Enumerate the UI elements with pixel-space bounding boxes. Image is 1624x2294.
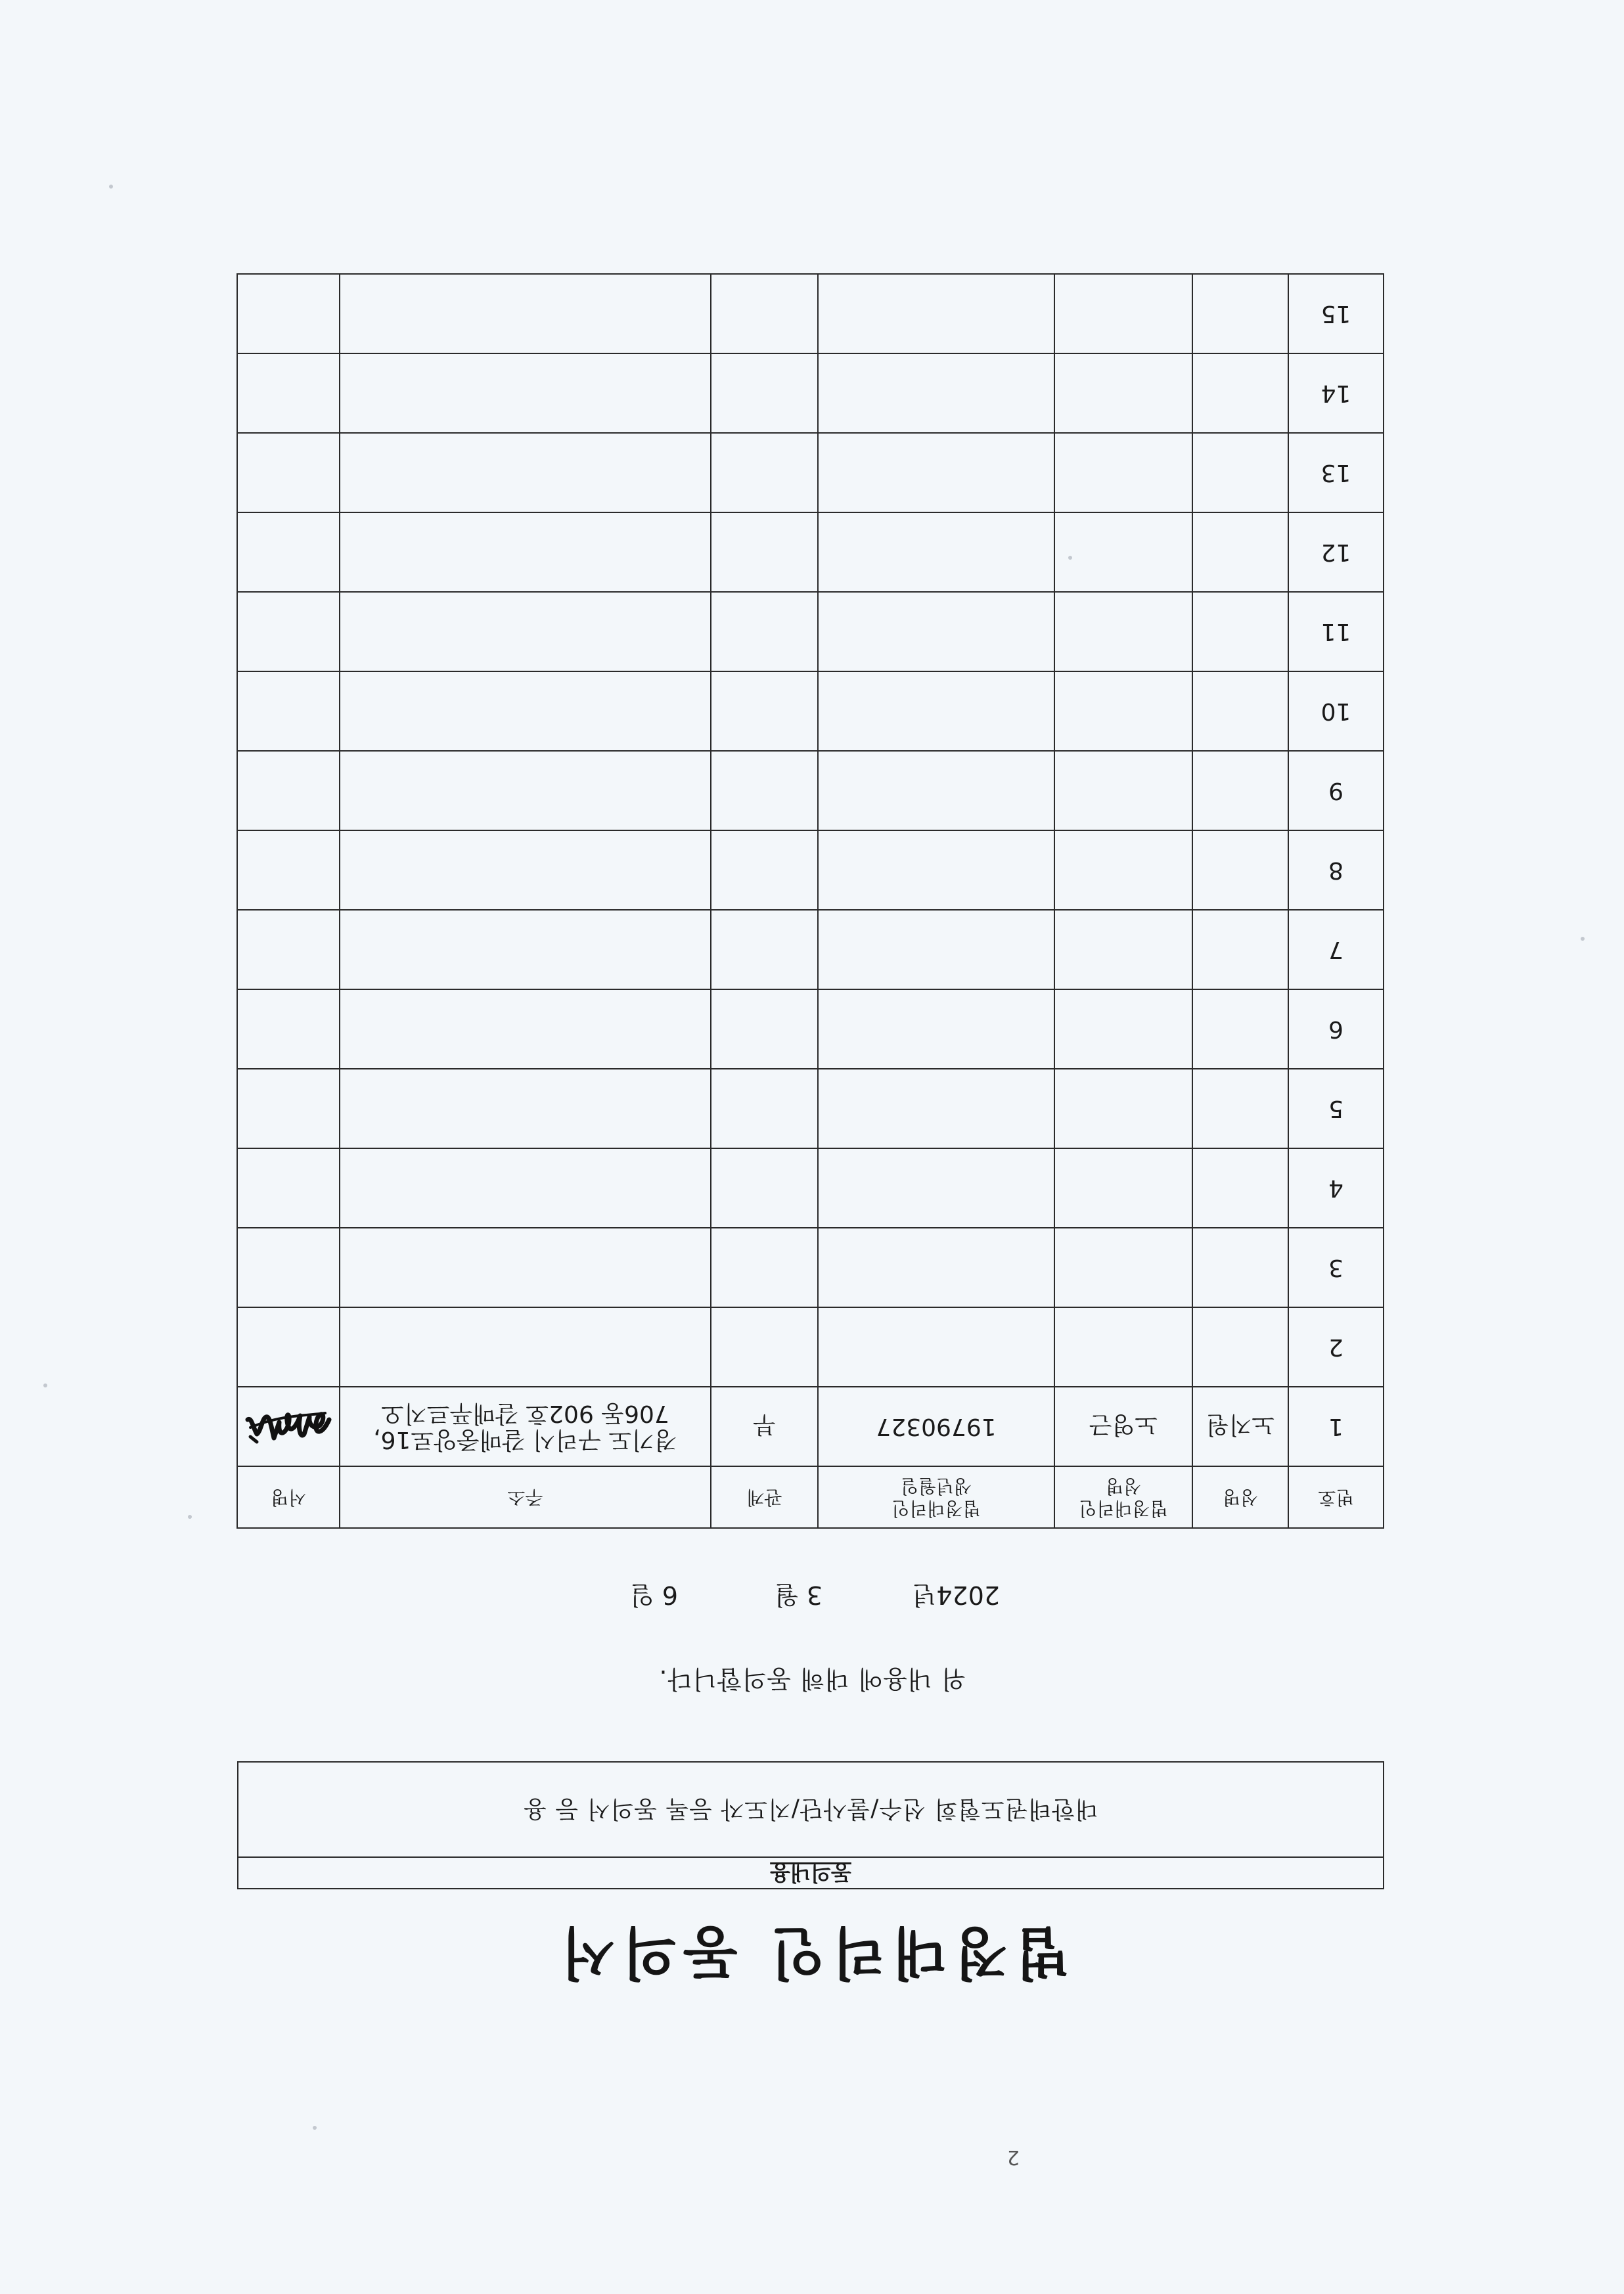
empty-cell: [818, 433, 1054, 512]
empty-cell: [818, 274, 1054, 353]
empty-cell: [818, 910, 1054, 989]
empty-cell: [237, 989, 340, 1069]
empty-cell: [818, 1148, 1054, 1228]
empty-cell: [340, 512, 711, 592]
empty-cell: [711, 592, 818, 671]
empty-cell: [1192, 433, 1288, 512]
date-year: 2024년: [912, 1581, 1000, 1609]
row-number: 15: [1288, 274, 1384, 353]
empty-cell: [340, 353, 711, 433]
row-number: 4: [1288, 1148, 1384, 1228]
empty-cell: [1054, 671, 1192, 751]
empty-cell: [1054, 910, 1192, 989]
consent-body: 대한태권도협회 선수/불사단/지도자 등록 동의서 등 용: [523, 1795, 1098, 1822]
empty-cell: [1054, 353, 1192, 433]
scan-speck: [1581, 937, 1585, 941]
empty-cell: [237, 592, 340, 671]
address-cell: [340, 1387, 711, 1466]
agreement-sentence: 위 내용에 대해 동의합니다.: [658, 1665, 966, 1694]
empty-cell: [340, 830, 711, 910]
table-row: [237, 1307, 1384, 1387]
empty-cell: [340, 1228, 711, 1307]
empty-cell: [1192, 353, 1288, 433]
table-row: [237, 751, 1384, 830]
document-title: 법정대리인 동의서: [554, 1920, 1070, 1986]
header-signature: 서명: [237, 1466, 340, 1528]
empty-cell: [237, 910, 340, 989]
empty-cell: [711, 989, 818, 1069]
date-month: 3 월: [775, 1581, 823, 1609]
empty-cell: [711, 1069, 818, 1148]
header-relation: 관계: [711, 1466, 818, 1528]
empty-cell: [711, 353, 818, 433]
empty-cell: [1192, 751, 1288, 830]
table-row: [237, 989, 1384, 1069]
row-number: 14: [1288, 353, 1384, 433]
row-number: 3: [1288, 1228, 1384, 1307]
empty-cell: [711, 274, 818, 353]
handwritten-signature: [242, 1399, 334, 1454]
empty-cell: [711, 1228, 818, 1307]
empty-cell: [1054, 512, 1192, 592]
date-line: [540, 1576, 1000, 1615]
empty-cell: [1192, 989, 1288, 1069]
table-row: [237, 1387, 1384, 1466]
header-guardian-birth: [818, 1466, 1054, 1528]
empty-cell: [818, 989, 1054, 1069]
empty-cell: [711, 512, 818, 592]
table-row: [237, 671, 1384, 751]
empty-cell: [340, 989, 711, 1069]
date-day: 6 일: [630, 1581, 678, 1609]
empty-cell: [237, 1069, 340, 1148]
empty-cell: [1192, 910, 1288, 989]
empty-cell: [818, 353, 1054, 433]
table-row: [237, 592, 1384, 671]
signature-cell: [237, 1387, 340, 1466]
empty-cell: [711, 1307, 818, 1387]
empty-cell: [711, 671, 818, 751]
header-guardian-name-text: 법정대리인 성명: [1079, 1475, 1168, 1519]
empty-cell: [1192, 274, 1288, 353]
empty-cell: [1192, 592, 1288, 671]
empty-cell: [818, 751, 1054, 830]
empty-cell: [1054, 1069, 1192, 1148]
row-number: 11: [1288, 592, 1384, 671]
scan-speck: [188, 1515, 192, 1519]
empty-cell: [237, 1148, 340, 1228]
consent-header: 동의내용: [238, 1856, 1383, 1888]
empty-cell: [237, 1307, 340, 1387]
empty-cell: [237, 274, 340, 353]
empty-cell: [818, 671, 1054, 751]
empty-cell: [1192, 830, 1288, 910]
empty-cell: [340, 592, 711, 671]
empty-cell: [340, 1069, 711, 1148]
empty-cell: [1192, 671, 1288, 751]
address-line-1: 경기도 구리시 갈매중앙로16,: [373, 1426, 677, 1454]
empty-cell: [340, 1307, 711, 1387]
empty-cell: [1192, 512, 1288, 592]
empty-cell: [818, 592, 1054, 671]
empty-cell: [711, 830, 818, 910]
row-number: 1: [1288, 1387, 1384, 1466]
empty-cell: [340, 910, 711, 989]
empty-cell: [340, 274, 711, 353]
row-number: 6: [1288, 989, 1384, 1069]
player-name-cell: 노지원: [1192, 1387, 1288, 1466]
relation-cell: 부: [711, 1387, 818, 1466]
empty-cell: [818, 1307, 1054, 1387]
empty-cell: [237, 1228, 340, 1307]
empty-cell: [1192, 1069, 1288, 1148]
scan-speck: [43, 1383, 47, 1387]
scan-speck: [109, 185, 113, 189]
empty-cell: [1192, 1228, 1288, 1307]
empty-cell: [340, 433, 711, 512]
table-row: [237, 1228, 1384, 1307]
empty-cell: [237, 512, 340, 592]
row-number: 7: [1288, 910, 1384, 989]
empty-cell: [1054, 751, 1192, 830]
empty-cell: [1054, 433, 1192, 512]
empty-cell: [818, 1228, 1054, 1307]
empty-cell: [237, 671, 340, 751]
table-row: [237, 1148, 1384, 1228]
empty-cell: [711, 1148, 818, 1228]
row-number: 13: [1288, 433, 1384, 512]
table-row: [237, 1069, 1384, 1148]
empty-cell: [818, 1069, 1054, 1148]
empty-cell: [1054, 592, 1192, 671]
row-number: 9: [1288, 751, 1384, 830]
empty-cell: [1054, 1228, 1192, 1307]
header-address: 주소: [340, 1466, 711, 1528]
row-number: 2: [1288, 1307, 1384, 1387]
table-row: [237, 830, 1384, 910]
table-row: [237, 274, 1384, 353]
empty-cell: [1054, 1148, 1192, 1228]
table-row: [237, 512, 1384, 592]
table-header-row: [237, 1466, 1384, 1528]
empty-cell: [711, 433, 818, 512]
empty-cell: [711, 910, 818, 989]
header-number: 번호: [1288, 1466, 1384, 1528]
empty-cell: [340, 751, 711, 830]
empty-cell: [1054, 274, 1192, 353]
empty-cell: [711, 751, 818, 830]
empty-cell: [237, 830, 340, 910]
empty-cell: [237, 751, 340, 830]
table-row: [237, 433, 1384, 512]
page-number: 2: [1006, 2146, 1020, 2169]
guardian-birth-cell: 19790327: [818, 1387, 1054, 1466]
header-player-name: 성명: [1192, 1466, 1288, 1528]
table-row: [237, 353, 1384, 433]
address-line-2: 706동 902호 갈매푸르지오: [381, 1400, 669, 1428]
row-number: 5: [1288, 1069, 1384, 1148]
empty-cell: [1192, 1307, 1288, 1387]
empty-cell: [340, 1148, 711, 1228]
row-number: 10: [1288, 671, 1384, 751]
row-number: 8: [1288, 830, 1384, 910]
empty-cell: [237, 433, 340, 512]
header-guardian-birth-text: 법정대리인 생년월일: [891, 1475, 981, 1519]
empty-cell: [1192, 1148, 1288, 1228]
guardian-signature-table: [237, 273, 1384, 1529]
empty-cell: [818, 830, 1054, 910]
guardian-name-cell: 노영근: [1054, 1387, 1192, 1466]
empty-cell: [1054, 830, 1192, 910]
empty-cell: [818, 512, 1054, 592]
row-number: 12: [1288, 512, 1384, 592]
empty-cell: [237, 353, 340, 433]
empty-cell: [340, 671, 711, 751]
empty-cell: [1054, 1307, 1192, 1387]
consent-box: [237, 1761, 1384, 1889]
scan-speck: [313, 2126, 317, 2130]
empty-cell: [1054, 989, 1192, 1069]
header-guardian-name: [1054, 1466, 1192, 1528]
table-row: [237, 910, 1384, 989]
